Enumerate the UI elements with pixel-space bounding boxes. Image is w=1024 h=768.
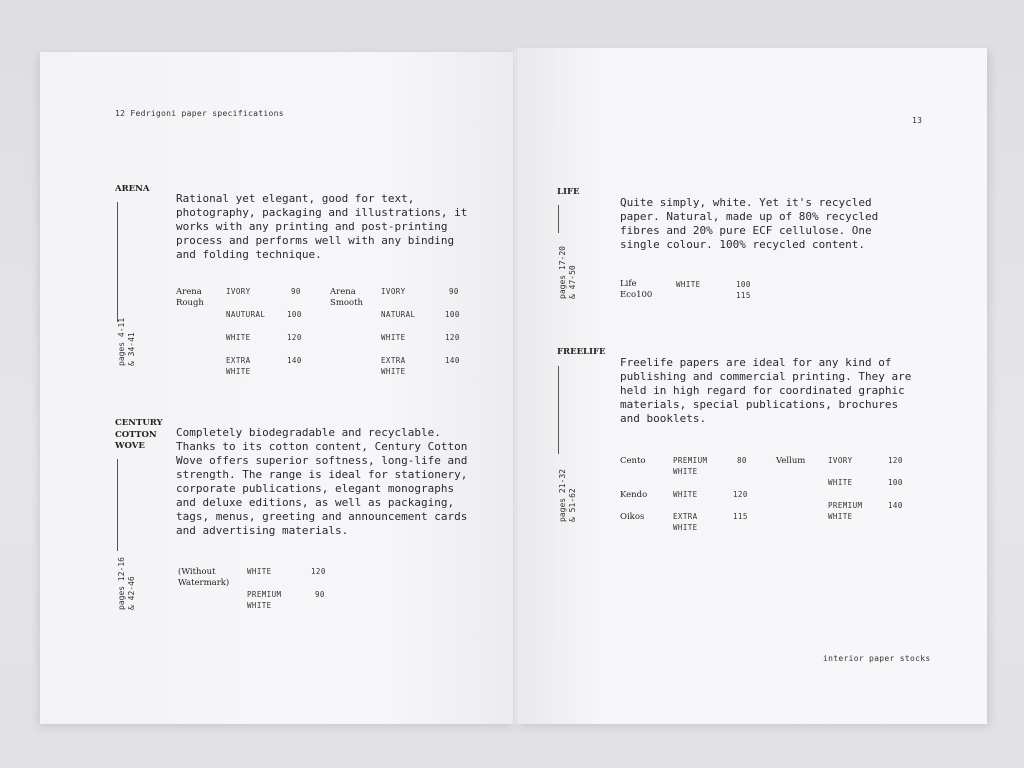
oikos-weight: 115 [733, 512, 748, 521]
vellum-weight: 100 [888, 478, 903, 487]
century-shade: WHITE [247, 567, 272, 576]
vellum-weight: 120 [888, 456, 903, 465]
life-label: LIFE [557, 187, 580, 197]
arena-rough-shade: NAUTURAL [226, 310, 266, 319]
century-pages: pages 12-16 & 42-46 [117, 557, 136, 610]
freelife-description: Freelife papers are ideal for any kind of publishing and commercial printing. They are held in high regard for coordinated graphic materials, special publications, brochures and booklets. [620, 356, 912, 425]
century-divider-line [117, 459, 118, 551]
vellum-shade: WHITE [828, 478, 853, 487]
arena-smooth-weight: 90 [449, 287, 459, 296]
kendo-name: Kendo [620, 490, 648, 500]
life-name: Life Eco100 [620, 279, 653, 300]
arena-rough-weight: 120 [287, 333, 302, 342]
vellum-shade: PREMIUM WHITE [828, 501, 863, 521]
arena-smooth-weight: 120 [445, 333, 460, 342]
oikos-shade: EXTRA WHITE [673, 512, 698, 532]
arena-pages: pages 4-11 & 34-41 [117, 317, 136, 366]
cento-name: Cento [620, 456, 646, 466]
arena-rough-shade: WHITE [226, 333, 251, 342]
arena-rough-name: Arena Rough [176, 287, 204, 308]
right-page-footer: interior paper stocks [823, 654, 931, 663]
arena-description: Rational yet elegant, good for text, photography, packaging and illustrations, it works with any printing and post-printing process and performs well with any binding and folding technique. [176, 192, 468, 261]
century-description: Completely biodegradable and recyclable. Thanks to its cotton content, Century Cotton Wove offers superior softness, long-life and strength. The range is ideal for stationery, corporate publications, elegant monographs and deluxe editions, as well as packaging, tags, menus, greeting and announcement cards and advertising materials. [176, 426, 468, 537]
oikos-name: Oikos [620, 512, 645, 522]
life-divider-line [558, 205, 559, 233]
century-variant: (Without Watermark) [178, 567, 230, 588]
arena-rough-weight: 100 [287, 310, 302, 319]
life-weights: 100 115 [736, 280, 751, 300]
century-weight: 90 [315, 590, 325, 599]
freelife-pages: pages 21-32 & 51-62 [558, 469, 577, 522]
century-shade: PREMIUM WHITE [247, 590, 282, 610]
arena-label: ARENA [115, 184, 150, 194]
left-page [40, 52, 514, 724]
vellum-shade: IVORY [828, 456, 853, 465]
kendo-weight: 120 [733, 490, 748, 499]
arena-smooth-weight: 100 [445, 310, 460, 319]
arena-smooth-name: Arena Smooth [330, 287, 364, 308]
arena-rough-shade: IVORY [226, 287, 251, 296]
vellum-weight: 140 [888, 501, 903, 510]
right-page-number: 13 [912, 116, 923, 125]
arena-rough-shade: EXTRA WHITE [226, 356, 251, 376]
arena-rough-weight: 140 [287, 356, 302, 365]
freelife-label: FREELIFE [557, 347, 606, 357]
arena-smooth-weight: 140 [445, 356, 460, 365]
freelife-divider-line [558, 366, 559, 454]
kendo-shade: WHITE [673, 490, 698, 499]
cento-weight: 80 [737, 456, 747, 465]
century-label: CENTURY COTTON WOVE [115, 418, 163, 451]
vellum-name: Vellum [776, 456, 806, 466]
life-description: Quite simply, white. Yet it's recycled paper. Natural, made up of 80% recycled fibres and 20% pure ECF cellulose. One single colour. 100% recycled content. [620, 196, 879, 251]
arena-divider-line [117, 202, 118, 322]
life-shade: WHITE [676, 280, 701, 289]
left-page-header: 12 Fedrigoni paper specifications [115, 109, 284, 118]
cento-shade: PREMIUM WHITE [673, 456, 708, 476]
arena-smooth-shade: NATURAL [381, 310, 416, 319]
life-pages: pages 17-20 & 47-50 [558, 246, 577, 299]
arena-smooth-shade: WHITE [381, 333, 406, 342]
arena-rough-weight: 90 [291, 287, 301, 296]
arena-smooth-shade: IVORY [381, 287, 406, 296]
arena-smooth-shade: EXTRA WHITE [381, 356, 406, 376]
century-weight: 120 [311, 567, 326, 576]
